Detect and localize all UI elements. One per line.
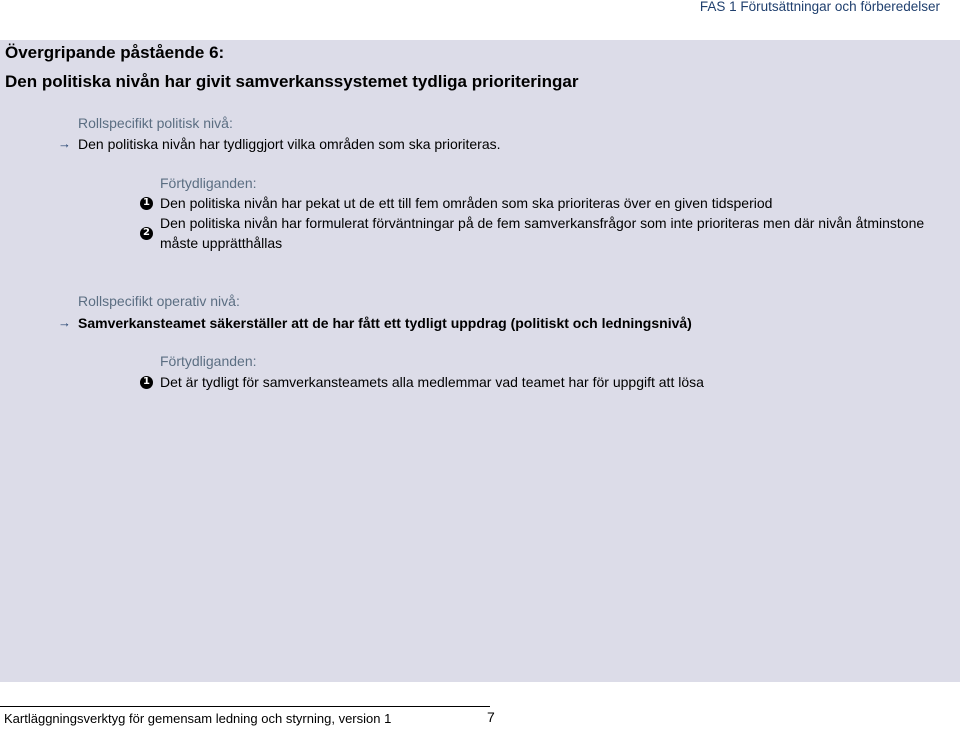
list-item <box>140 213 940 253</box>
list-item <box>140 372 940 392</box>
list-item <box>140 193 940 213</box>
clarifications-label: Förtydliganden: <box>160 175 257 191</box>
page-number: 7 <box>487 709 495 725</box>
arrow-right-icon: → <box>58 315 71 330</box>
role-claim-political <box>58 135 501 153</box>
role-claim-text: Den politiska nivån har tydliggjort vilka områden som ska prioriteras. <box>78 136 501 152</box>
arrow-right-icon: → <box>58 136 71 151</box>
list-item-text: Den politiska nivån har formulerat förväntningar på de fem samverkansfrågor som inte prioriteras men där nivån åtminstone måste upprätthållas <box>160 215 925 251</box>
statement-heading: Övergripande påstående 6: <box>5 43 225 62</box>
running-header: FAS 1 Förutsättningar och förberedelser <box>699 0 940 14</box>
role-label-political: Rollspecifikt politisk nivå: <box>78 115 233 131</box>
list-item-text: Det är tydligt för samverkansteamets alla medlemmar vad teamet har för uppgift att lösa <box>160 374 704 390</box>
footer-text: Kartläggningsverktyg för gemensam ledning och styrning, version 1 <box>4 711 392 726</box>
list-item-text: Den politiska nivån har pekat ut de ett till fem områden som ska prioriteras över en given tidsperiod <box>160 195 773 211</box>
statement-title: Den politiska nivån har givit samverkanssystemet tydliga prioriteringar <box>5 72 579 91</box>
role-label-operative: Rollspecifikt operativ nivå: <box>78 293 240 309</box>
role-claim-operative <box>58 314 692 332</box>
role-claim-text: Samverkansteamet säkerställer att de har fått ett tydligt uppdrag (politiskt och ledningsnivå) <box>78 315 692 331</box>
numbered-circle-icon: 2 <box>140 227 153 240</box>
page-footer <box>0 706 490 727</box>
numbered-circle-icon: 1 <box>140 197 153 210</box>
numbered-circle-icon: 1 <box>140 376 153 389</box>
clarifications-label: Förtydliganden: <box>160 353 257 369</box>
statement-panel <box>0 40 960 682</box>
